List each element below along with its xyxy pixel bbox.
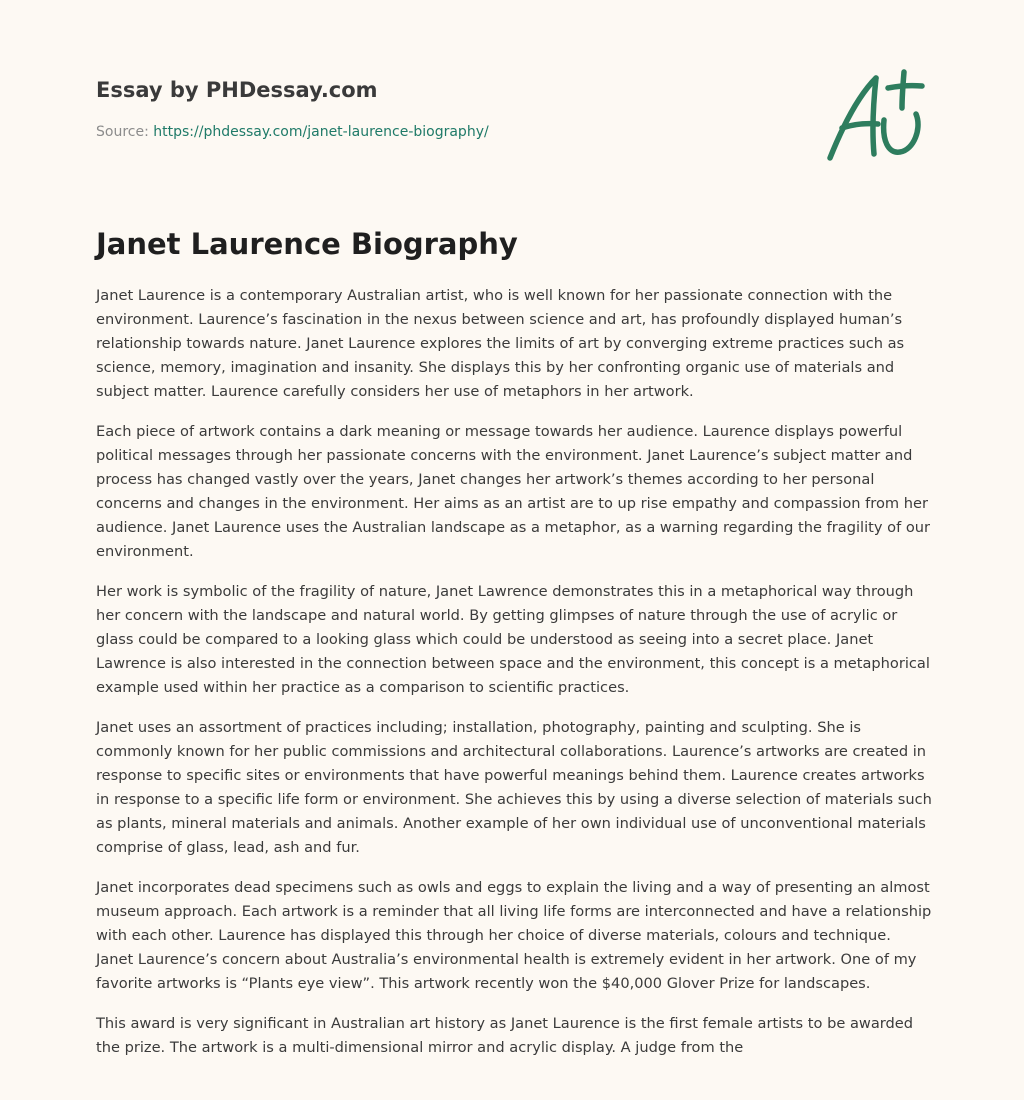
essay-paragraph: Janet uses an assortment of practices including; installation, photography, painting and sculpting. She is commonly known for her public commissions and architectural collaborations. Laurence’s artworks are created in response to specific sites or environments that have powerful meanings behind them. Laurence creates artworks in response to a specific life form or environment. She achieves this by using a diverse selection of materials such as plants, mineral materials and animals. Another example of her own individual use of unconventional materials comprise of glass, lead, ash and fur. <box>96 719 932 856</box>
a-plus-grade-icon <box>818 66 928 166</box>
source-line <box>96 122 796 142</box>
essay-body <box>96 284 932 1076</box>
essay-paragraph: Janet Laurence is a contemporary Australian artist, who is well known for her passionate connection with the environment. Laurence’s fascination in the nexus between science and art, has profoundly displayed human’s relationship towards nature. Janet Laurence explores the limits of art by converging extreme practices such as science, memory, imagination and insanity. She displays this by her confronting organic use of materials and subject matter. Laurence carefully considers her use of metaphors in her artwork. <box>96 287 905 400</box>
site-brand: Essay by PHDessay.com <box>96 78 378 102</box>
essay-paragraph: Her work is symbolic of the fragility of nature, Janet Lawrence demonstrates this in a metaphorical way through her concern with the landscape and natural world. By getting glimpses of nature through the use of acrylic or glass could be compared to a looking glass which could be understood as seeing into a secret place. Janet Lawrence is also interested in the connection between space and the environment, this concept is a metaphorical example used within her practice as a comparison to scientific practices. <box>96 583 930 696</box>
source-label: Source: <box>96 124 154 140</box>
essay-paragraph: Janet incorporates dead specimens such as owls and eggs to explain the living and a way of presenting an almost museum approach. Each artwork is a reminder that all living life forms are interconnected and have a relationship with each other. Laurence has displayed this through her choice of diverse materials, colours and technique. Janet Laurence’s concern about Australia’s environmental health is extremely evident in her artwork. One of my favorite artworks is “Plants eye view”. This artwork recently won the $40,000 Glover Prize for landscapes. <box>96 879 932 992</box>
source-link[interactable]: https://phdessay.com/janet-laurence-biography/ <box>153 124 489 140</box>
essay-header <box>96 76 796 142</box>
essay-title: Janet Laurence Biography <box>96 227 518 261</box>
essay-paragraph: Each piece of artwork contains a dark meaning or message towards her audience. Laurence displays powerful political messages through her passionate concerns with the environment. Janet Laurence’s subject matter and process has changed vastly over the years, Janet changes her artwork’s themes according to her personal concerns and changes in the environment. Her aims as an artist are to up rise empathy and compassion from her audience. Janet Laurence uses the Australian landscape as a metaphor, as a warning regarding the fragility of our environment. <box>96 423 931 560</box>
essay-paragraph: This award is very significant in Australian art history as Janet Laurence is the first female artists to be awarded the prize. The artwork is a multi-dimensional mirror and acrylic display. A judge from the <box>96 1015 914 1056</box>
